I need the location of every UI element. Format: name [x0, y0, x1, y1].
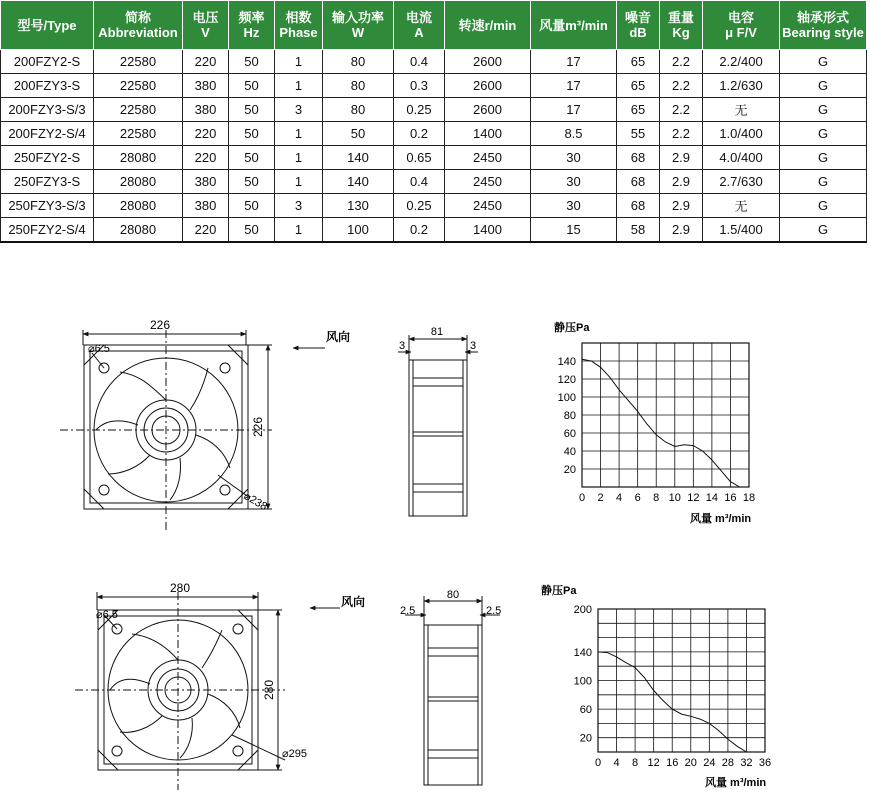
table-cell: 68 — [617, 194, 660, 218]
table-cell: 55 — [617, 122, 660, 146]
table-cell: 80 — [323, 74, 394, 98]
table-cell: 1 — [275, 218, 323, 243]
column-header-cn: 转速r/min — [458, 17, 517, 33]
table-cell: 2.2 — [660, 74, 703, 98]
column-header-cn: 相数 — [285, 10, 312, 25]
x-tick-label: 12 — [647, 757, 660, 769]
table-cell: 1 — [275, 146, 323, 170]
table-cell: 30 — [531, 170, 617, 194]
fan2-airflow-label: 风向 — [341, 595, 366, 609]
table-cell: 220 — [183, 50, 229, 74]
table-cell: 28080 — [94, 146, 183, 170]
table-cell: 1.2/630 — [703, 74, 780, 98]
table-cell: 2.2 — [660, 98, 703, 122]
table-cell: 0.2 — [394, 218, 445, 243]
table-cell: 无 — [703, 194, 780, 218]
table-cell: 200FZY2-S — [1, 50, 94, 74]
table-cell: 22580 — [94, 50, 183, 74]
table-cell: 17 — [531, 74, 617, 98]
x-tick-label: 0 — [578, 492, 586, 504]
table-cell: 2.9 — [660, 170, 703, 194]
x-tick-label: 28 — [721, 757, 735, 769]
column-header-cn: 电流 — [405, 10, 432, 25]
table-cell: G — [780, 50, 867, 74]
x-tick-label: 18 — [742, 492, 756, 504]
x-tick-label: 36 — [758, 757, 772, 769]
table-cell: 0.3 — [394, 74, 445, 98]
fan1-diameter-label: ⌀238 — [241, 490, 270, 514]
table-cell: 68 — [617, 146, 660, 170]
table-cell: G — [780, 98, 867, 122]
column-header-cn: 电容 — [727, 10, 754, 25]
table-cell: 1400 — [445, 122, 531, 146]
chart2-y-ticks — [574, 604, 592, 745]
table-cell: 380 — [183, 74, 229, 98]
table-cell: 50 — [229, 98, 275, 122]
table-cell: 50 — [229, 194, 275, 218]
column-header-en: W — [351, 25, 365, 40]
table-cell: 58 — [617, 218, 660, 243]
table-cell: 100 — [323, 218, 394, 243]
table-cell: 22580 — [94, 98, 183, 122]
table-cell: G — [780, 194, 867, 218]
chart1-series-line — [582, 359, 740, 487]
y-tick-label: 40 — [563, 446, 576, 458]
table-cell: 2450 — [445, 170, 531, 194]
y-tick-label: 140 — [573, 646, 592, 659]
table-cell: 22580 — [94, 122, 183, 146]
table-cell: 200FZY2-S/4 — [1, 122, 94, 146]
x-tick-label: 14 — [705, 492, 719, 504]
table-cell: 2.2/400 — [703, 50, 780, 74]
y-tick-label: 60 — [579, 704, 592, 717]
y-tick-label: 60 — [563, 428, 576, 440]
chart1-xlabel: 风量 m³/min — [690, 513, 752, 525]
table-cell: 2600 — [445, 74, 531, 98]
fan2-front-view — [75, 592, 285, 790]
x-tick-label: 0 — [594, 757, 602, 769]
column-header-en: dB — [629, 25, 647, 40]
table-cell: 220 — [183, 218, 229, 243]
column-header-cn: 轴承形式 — [796, 10, 849, 25]
table-cell: 无 — [703, 98, 780, 122]
y-tick-label: 80 — [563, 410, 576, 422]
table-cell: 200FZY3-S/3 — [1, 98, 94, 122]
fan1-front-view — [60, 330, 272, 530]
table-cell: 3 — [275, 98, 323, 122]
table-cell: 80 — [323, 98, 394, 122]
table-cell: 50 — [229, 218, 275, 243]
x-tick-label: 16 — [666, 757, 679, 769]
table-cell: 0.25 — [394, 98, 445, 122]
table-cell: 1400 — [445, 218, 531, 243]
x-tick-label: 16 — [724, 492, 737, 504]
table-cell: 220 — [183, 146, 229, 170]
table-cell: 0.2 — [394, 122, 445, 146]
table-cell: G — [780, 122, 867, 146]
x-tick-label: 32 — [740, 757, 753, 769]
table-cell: 65 — [617, 98, 660, 122]
chart2-xlabel: 风量 m³/min — [705, 777, 767, 789]
column-header-en: Kg — [672, 25, 690, 40]
table-cell: 0.65 — [394, 146, 445, 170]
fan2-height-label: 280 — [262, 679, 276, 701]
table-cell: 140 — [323, 146, 394, 170]
fan2-flange-left: 2.5 — [400, 605, 416, 617]
fan1-height-label: 226 — [251, 416, 265, 438]
table-cell: 1.5/400 — [703, 218, 780, 243]
x-tick-label: 10 — [668, 492, 681, 504]
fan2-depth-label: 80 — [446, 589, 460, 601]
chart2-grid — [598, 609, 765, 752]
x-tick-label: 6 — [634, 492, 641, 504]
y-tick-label: 200 — [573, 604, 592, 616]
x-tick-label: 20 — [684, 757, 697, 769]
fan1-flange-right: 3 — [470, 340, 477, 352]
table-cell: 2.2 — [660, 50, 703, 74]
table-cell: 80 — [323, 50, 394, 74]
table-cell: 28080 — [94, 170, 183, 194]
table-cell: 220 — [183, 122, 229, 146]
fan1-flange-left: 3 — [399, 340, 406, 352]
fan1-side-view — [398, 335, 478, 516]
table-cell: G — [780, 146, 867, 170]
table-cell: 50 — [229, 170, 275, 194]
column-header-en: Bearing style — [782, 25, 864, 40]
column-header-cn: 风量m³/min — [539, 17, 608, 33]
table-cell: 380 — [183, 98, 229, 122]
table-cell: 250FZY3-S — [1, 170, 94, 194]
fan1-airflow-label: 风向 — [326, 330, 351, 344]
table-cell: 250FZY2-S/4 — [1, 218, 94, 243]
table-cell: 1.0/400 — [703, 122, 780, 146]
column-header-en: Hz — [243, 25, 260, 40]
table-cell: 1 — [275, 50, 323, 74]
table-cell: 30 — [531, 194, 617, 218]
chart-1 — [554, 320, 755, 525]
column-header-cn: 输入功率 — [331, 10, 384, 25]
table-cell: 130 — [323, 194, 394, 218]
table-cell: 17 — [531, 98, 617, 122]
table-cell: 28080 — [94, 194, 183, 218]
table-cell: G — [780, 74, 867, 98]
table-cell: 15 — [531, 218, 617, 243]
x-tick-label: 4 — [613, 757, 620, 769]
column-header-cn: 噪音 — [624, 10, 651, 25]
fan2-flange-right: 2.5 — [486, 605, 502, 617]
table-cell: 380 — [183, 170, 229, 194]
table-cell: 50 — [229, 146, 275, 170]
y-tick-label: 100 — [557, 392, 576, 404]
chart2-title: 静压Pa — [541, 585, 577, 597]
table-cell: 68 — [617, 170, 660, 194]
table-cell: 2.7/630 — [703, 170, 780, 194]
table-cell: 2.2 — [660, 122, 703, 146]
table-cell: 8.5 — [531, 122, 617, 146]
table-cell: G — [780, 170, 867, 194]
table-cell: 1 — [275, 170, 323, 194]
x-tick-label: 4 — [616, 492, 623, 504]
chart1-y-ticks — [558, 356, 576, 476]
fan2-hole-label: ⌀6.5 — [96, 609, 118, 621]
table-cell: 2.9 — [660, 146, 703, 170]
table-cell: 250FZY3-S/3 — [1, 194, 94, 218]
column-header-cn: 电压 — [192, 10, 219, 25]
table-cell: 50 — [229, 50, 275, 74]
table-cell: 2450 — [445, 146, 531, 170]
table-cell: 65 — [617, 50, 660, 74]
table-cell: 1 — [275, 74, 323, 98]
table-cell: 2450 — [445, 194, 531, 218]
table-cell: 28080 — [94, 218, 183, 243]
table-cell: 380 — [183, 194, 229, 218]
table-cell: 22580 — [94, 74, 183, 98]
column-header-en: V — [201, 25, 210, 40]
fan2-width-label: 280 — [169, 581, 191, 595]
chart1-title: 静压Pa — [554, 322, 590, 334]
column-header-en: Abbreviation — [98, 25, 178, 40]
chart2-x-ticks — [595, 757, 771, 769]
table-cell: 140 — [323, 170, 394, 194]
table-cell: 0.4 — [394, 50, 445, 74]
chart1-grid — [582, 343, 749, 487]
fan1-depth-label: 81 — [430, 326, 444, 338]
chart-2 — [541, 583, 771, 789]
column-header-en: Phase — [279, 25, 318, 40]
fan1-hole-label: ⌀6.5 — [88, 343, 110, 355]
x-tick-label: 8 — [653, 492, 660, 504]
x-tick-label: 24 — [703, 757, 716, 769]
column-header-cn: 型号/Type — [17, 17, 77, 33]
x-tick-label: 2 — [597, 492, 604, 504]
table-cell: 200FZY3-S — [1, 74, 94, 98]
table-cell: 4.0/400 — [703, 146, 780, 170]
table-cell: 2.9 — [660, 218, 703, 243]
table-cell: G — [780, 218, 867, 243]
table-cell: 2600 — [445, 50, 531, 74]
table-cell: 2600 — [445, 98, 531, 122]
y-tick-label: 100 — [573, 675, 592, 688]
table-cell: 50 — [323, 122, 394, 146]
table-cell: 250FZY2-S — [1, 146, 94, 170]
table-cell: 2.9 — [660, 194, 703, 218]
fan2-side-view — [405, 596, 500, 785]
x-tick-label: 8 — [632, 757, 639, 769]
fan1-width-label: 226 — [149, 318, 171, 332]
fan2-diameter-label: ⌀295 — [282, 748, 307, 760]
column-header-cn: 简称 — [124, 10, 151, 25]
column-header-en: A — [414, 25, 424, 40]
column-header-cn: 重量 — [667, 10, 694, 25]
table-cell: 30 — [531, 146, 617, 170]
column-header-cn: 频率 — [238, 10, 265, 25]
table-cell: 0.25 — [394, 194, 445, 218]
table-cell: 3 — [275, 194, 323, 218]
y-tick-label: 120 — [557, 374, 576, 386]
table-cell: 17 — [531, 50, 617, 74]
chart1-x-ticks — [579, 492, 755, 504]
column-header-en: μ F/V — [725, 25, 757, 40]
table-cell: 1 — [275, 122, 323, 146]
y-tick-label: 20 — [563, 464, 576, 476]
table-cell: 50 — [229, 74, 275, 98]
table-cell: 50 — [229, 122, 275, 146]
table-cell: 0.4 — [394, 170, 445, 194]
y-tick-label: 20 — [579, 732, 592, 745]
x-tick-label: 12 — [687, 492, 700, 504]
y-tick-label: 140 — [557, 356, 576, 368]
table-cell: 65 — [617, 74, 660, 98]
